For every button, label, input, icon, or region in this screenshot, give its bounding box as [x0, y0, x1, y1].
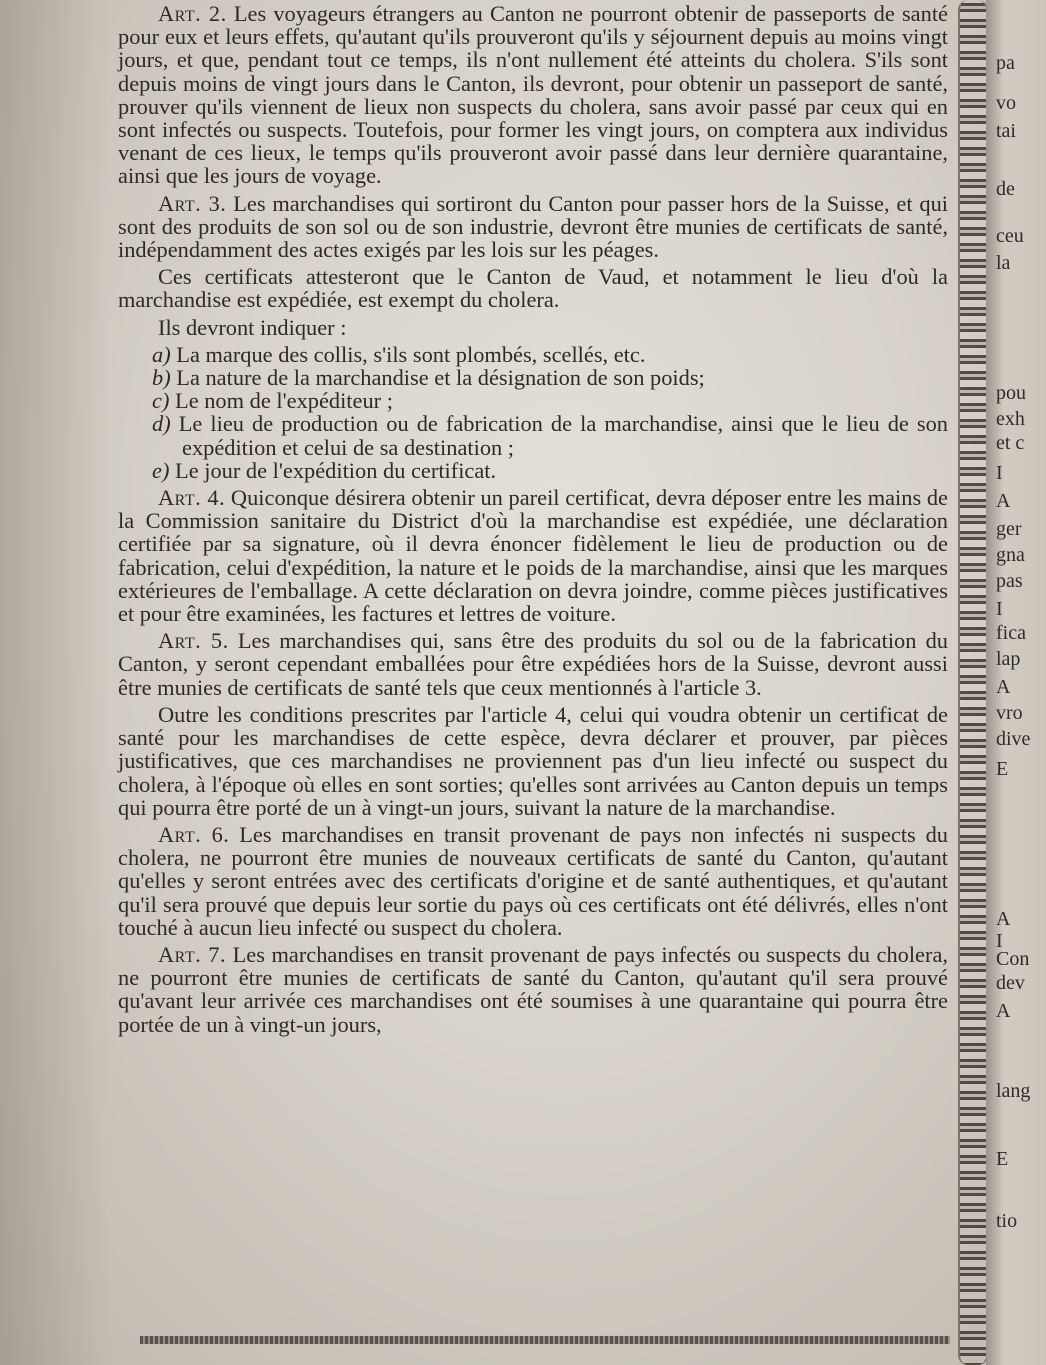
article-3-paragraph-2: Ces certificats attesteront que le Canton de Vaud, et notamment le lieu d'où la marchandise est expédiée, est exempt du cholera. — [118, 264, 948, 313]
article-text: Les voyageurs étrangers au Canton ne pourront obtenir de passeports de santé pour eux et leurs effets, qu'autant qu'ils prouveront qu'ils y séjournent depuis au moins vingt jours, et que, pendant tout ce temps, ils n'ont nullement été atteints du cholera. S'ils sont depuis moins de vingt jours dans le Canton, ils devront, pour obtenir un passeport de santé, prouver qu'ils viennent de lieux non suspects du cholera, sans avoir passé par ceux qui en sont infectés ou suspects. Toutefois, pour former les vingt jours, on comptera aux individus venant de ces lieux, le temps qu'ils prouveront avoir passé dans leur dernière quarantaine, ainsi que les jours de voyage. — [118, 1, 948, 189]
list-item — [118, 366, 948, 389]
article-3 — [118, 192, 948, 262]
page-fragment: vro — [996, 702, 1023, 724]
page-fragment: A — [996, 1000, 1011, 1022]
list-item — [118, 389, 948, 412]
article-7 — [118, 943, 948, 1036]
article-label: Art. 6. — [158, 821, 230, 847]
list-item — [118, 459, 948, 482]
page-fragment: lang — [996, 1080, 1031, 1102]
page-fragment: pou — [996, 382, 1026, 404]
page-fragment: fica — [996, 622, 1026, 644]
article-4 — [118, 486, 948, 625]
list-item — [118, 412, 948, 458]
article-text: Les marchandises en transit provenant de pays non infectés ni suspects du cholera, ne pourront être munies de nouveaux certificats de santé du Canton, qu'autant qu'elles y seront entrées avec des certificats d'origine et de santé authentiques, et qu'autant qu'il sera prouvé que depuis leur sortie du pays où ces certificats ont été délivrés, elles n'ont touché à aucun lieu infecté ou suspect du cholera. — [118, 821, 948, 940]
page-fragment: E — [996, 758, 1009, 780]
page-fragment: exh — [996, 408, 1025, 430]
article-5-paragraph-2: Outre les conditions prescrites par l'article 4, celui qui voudra obtenir un certificat de santé pour les marchandises de cette espèce, devra déclarer et prouver, par pièces justificatives, que ces marchandises ne proviennent pas d'un lieu infecté ou suspect du cholera, à l'époque où elles en sont sorties; qu'elles sont arrivées au Canton depuis un temps qui pourra être porté de un à vingt-un jours, suivant la nature de la marchandise. — [118, 701, 948, 820]
list-text: Le jour de l'expédition du certificat. — [175, 457, 497, 483]
page-fragment: gna — [996, 544, 1025, 566]
article-label: Art. 3. — [158, 190, 227, 216]
list-text: Le nom de l'expéditeur ; — [175, 388, 393, 414]
page-fragment: E — [996, 1148, 1009, 1170]
page-fragment: I — [996, 462, 1003, 484]
list-letter: a) — [152, 341, 171, 367]
bottom-decorative-rule — [140, 1336, 950, 1344]
list-letter: c) — [152, 388, 170, 414]
article-6 — [118, 823, 948, 939]
page-fragment: A — [996, 490, 1011, 512]
list-text: La marque des collis, s'ils sont plombés, scellés, etc. — [176, 341, 646, 367]
page-fragment: I — [996, 930, 1003, 952]
page-fragment: A — [996, 676, 1011, 698]
page-fragment: tio — [996, 1210, 1018, 1232]
list-text: La nature de la marchandise et la désignation de son poids; — [176, 365, 705, 391]
page-fragment: pa — [996, 52, 1015, 74]
article-3-paragraph-3: Ils devront indiquer : — [158, 314, 347, 340]
page-fragment: Con — [996, 948, 1030, 970]
page-fragment: lap — [996, 648, 1021, 670]
adjacent-page — [986, 0, 1046, 1365]
page-fragment: ger — [996, 518, 1022, 540]
page-fragment: pas — [996, 570, 1023, 592]
article-text: Les marchandises en transit provenant de pays infectés ou suspects du cholera, ne pourront être munies de certificats de santé du Canton, qu'autant qu'il sera prouvé qu'avant leur arrivée ces marchandises ont été soumises à une quarantaine qui pourra être portée de un à vingt-un jours, — [118, 941, 948, 1037]
requirements-list — [118, 343, 948, 482]
article-label: Art. 5. — [158, 628, 229, 654]
page-fragment: vo — [996, 92, 1016, 114]
page-fragment: tai — [996, 120, 1016, 142]
article-text: Quiconque désirera obtenir un pareil certificat, devra déposer entre les mains de la Commission sanitaire du District d'où la marchandise est expédiée, une déclaration certifiée par sa signature, où il devra énoncer fidèlement le lieu de production ou de fabrication, celui d'expédition, la nature et le poids de la marchandise, ainsi que les marques extérieures de l'emballage. A cette déclaration on devra joindre, comme pièces justificatives et pour être examinées, les factures et lettres de voiture. — [118, 485, 948, 627]
page-fragment: la — [996, 252, 1011, 274]
article-label: Art. 7. — [158, 941, 227, 967]
chain-border-ornament — [958, 0, 988, 1365]
list-text: Le lieu de production ou de fabrication de la marchandise, ainsi que le lieu de son expédition et celui de sa destination ; — [178, 411, 948, 460]
page-fragment: de — [996, 178, 1015, 200]
page-fragment: I — [996, 598, 1003, 620]
page-fragment: dev — [996, 972, 1025, 994]
list-item — [118, 343, 948, 366]
article-text: Les marchandises qui sortiront du Canton pour passer hors de la Suisse, et qui sont des produits de son sol ou de son industrie, devront être munies de certificats de santé, indépendamment des actes exigés par les lois sur les péages. — [118, 190, 948, 263]
page-fragment: A — [996, 908, 1011, 930]
page-fragment: dive — [996, 728, 1031, 750]
main-text-column — [118, 2, 948, 1040]
article-label: Art. 4. — [158, 485, 226, 511]
list-letter: d) — [152, 411, 171, 437]
article-5 — [118, 629, 948, 699]
page-fragment: ceu — [996, 225, 1024, 247]
list-letter: e) — [152, 457, 170, 483]
page-shadow — [0, 0, 110, 1365]
list-letter: b) — [152, 365, 171, 391]
page-fragment: et c — [996, 432, 1025, 454]
article-text: Les marchandises qui, sans être des produits du sol ou de la fabrication du Canton, y seront cependant emballées pour être expédiées hors de la Suisse, devront aussi être munies de certificats de santé tels que ceux mentionnés à l'article 3. — [118, 628, 948, 700]
article-label: Art. 2. — [158, 1, 227, 26]
article-2 — [118, 2, 948, 188]
